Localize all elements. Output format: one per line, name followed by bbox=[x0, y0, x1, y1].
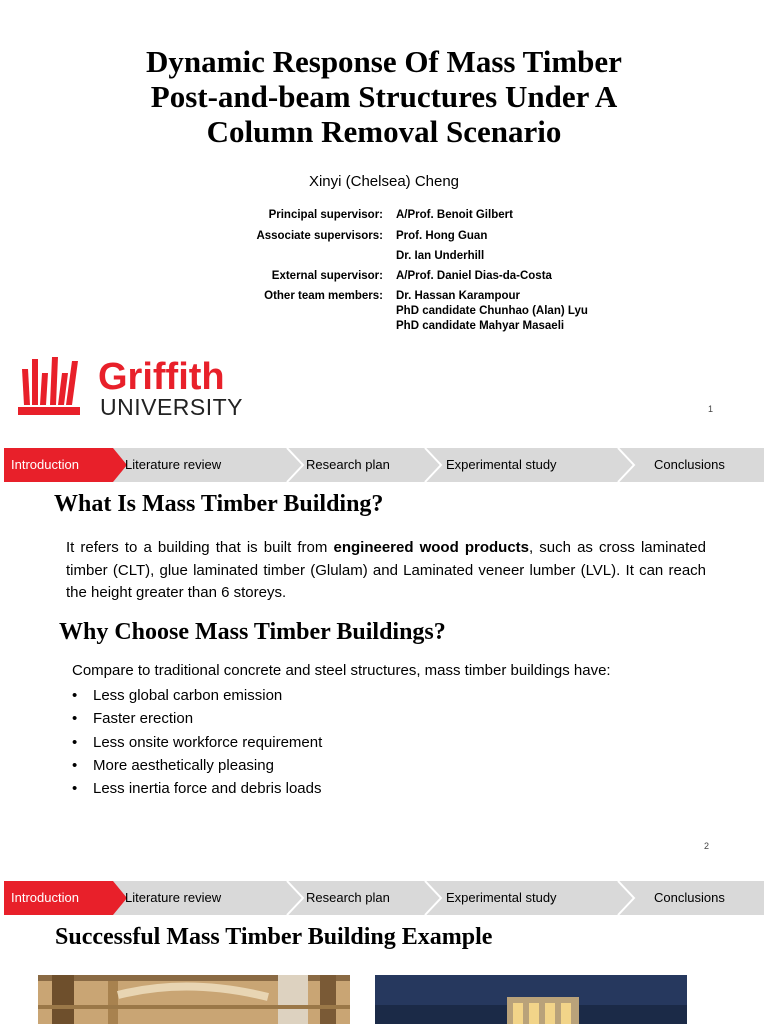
heading-successful-example: Successful Mass Timber Building Example bbox=[55, 924, 493, 950]
principal-supervisor-label: Principal supervisor: bbox=[268, 209, 383, 221]
timber-interior-photo bbox=[38, 975, 350, 1024]
list-item: • Less inertia force and debris loads bbox=[72, 777, 322, 800]
logo-wordmark-griffith: Griffith bbox=[98, 356, 225, 398]
comparison-intro: Compare to traditional concrete and steel structures, mass timber buildings have: bbox=[72, 662, 611, 679]
nav-chevron-icon bbox=[616, 881, 638, 915]
griffith-flame-icon bbox=[18, 355, 98, 421]
section-navbar bbox=[4, 448, 764, 482]
logo-wordmark-university: UNIVERSITY bbox=[100, 394, 244, 420]
list-item: • More aesthetically pleasing bbox=[72, 754, 322, 777]
slide1-title bbox=[0, 44, 768, 149]
page-number-2: 2 bbox=[704, 841, 710, 851]
author-name: Xinyi (Chelsea) Cheng bbox=[308, 173, 460, 190]
list-item: • Faster erection bbox=[72, 707, 322, 730]
title-line-1: Dynamic Response Of Mass Timber bbox=[146, 44, 622, 79]
nav-item-literature-review[interactable]: Literature review bbox=[125, 890, 222, 905]
nav-chevron-icon bbox=[616, 448, 638, 482]
nav-item-experimental-study[interactable]: Experimental study bbox=[446, 457, 557, 472]
timber-building-exterior-photo bbox=[375, 975, 687, 1024]
nav-item-experimental-study[interactable]: Experimental study bbox=[446, 890, 557, 905]
nav-chevron-icon bbox=[423, 881, 445, 915]
nav-item-introduction[interactable]: Introduction bbox=[4, 448, 107, 482]
title-line-2: Post-and-beam Structures Under A bbox=[150, 79, 618, 114]
list-item: • Less onsite workforce requirement bbox=[72, 731, 322, 754]
nav-item-research-plan[interactable]: Research plan bbox=[306, 457, 390, 472]
team-member-value-2: PhD candidate Chunhao (Alan) Lyu bbox=[396, 305, 588, 317]
nav-item-literature-review[interactable]: Literature review bbox=[125, 457, 222, 472]
title-line-3: Column Removal Scenario bbox=[206, 114, 562, 149]
nav-chevron-icon bbox=[285, 448, 307, 482]
nav-item-conclusions[interactable]: Conclusions bbox=[654, 890, 725, 905]
list-item: • Less global carbon emission bbox=[72, 684, 322, 707]
paragraph-bold-text: engineered wood products bbox=[333, 539, 530, 556]
nav-item-introduction[interactable]: Introduction bbox=[4, 881, 107, 915]
nav-chevron-icon bbox=[285, 881, 307, 915]
team-member-value-1: Dr. Hassan Karampour bbox=[396, 290, 520, 302]
team-member-value-3: PhD candidate Mahyar Masaeli bbox=[396, 320, 565, 332]
section-navbar bbox=[4, 881, 764, 915]
paragraph-text-start: It refers to a building that is built from bbox=[66, 539, 334, 556]
external-supervisor-label: External supervisor: bbox=[271, 270, 383, 282]
benefits-list bbox=[72, 684, 322, 800]
definition-paragraph bbox=[66, 537, 706, 605]
principal-supervisor-value: A/Prof. Benoit Gilbert bbox=[396, 209, 513, 221]
associate-supervisors-label: Associate supervisors: bbox=[256, 230, 383, 242]
external-supervisor-value: A/Prof. Daniel Dias-da-Costa bbox=[396, 270, 552, 282]
heading-what-is-mass-timber: What Is Mass Timber Building? bbox=[54, 491, 384, 517]
team-members-label: Other team members: bbox=[264, 290, 383, 302]
nav-item-research-plan[interactable]: Research plan bbox=[306, 890, 390, 905]
nav-chevron-icon bbox=[423, 448, 445, 482]
associate-supervisor-value-2: Dr. Ian Underhill bbox=[396, 250, 485, 262]
associate-supervisor-value-1: Prof. Hong Guan bbox=[396, 230, 488, 242]
paragraph-text-end: , such as cross laminated timber (CLT), glue laminated timber (Glulam) and Laminated veneer lumber (LVL). It can reach the height greater than 6 storeys. bbox=[66, 539, 706, 601]
page-number-1: 1 bbox=[708, 404, 714, 414]
griffith-university-logo bbox=[18, 355, 278, 421]
heading-why-choose: Why Choose Mass Timber Buildings? bbox=[59, 619, 446, 645]
nav-item-conclusions[interactable]: Conclusions bbox=[654, 457, 725, 472]
